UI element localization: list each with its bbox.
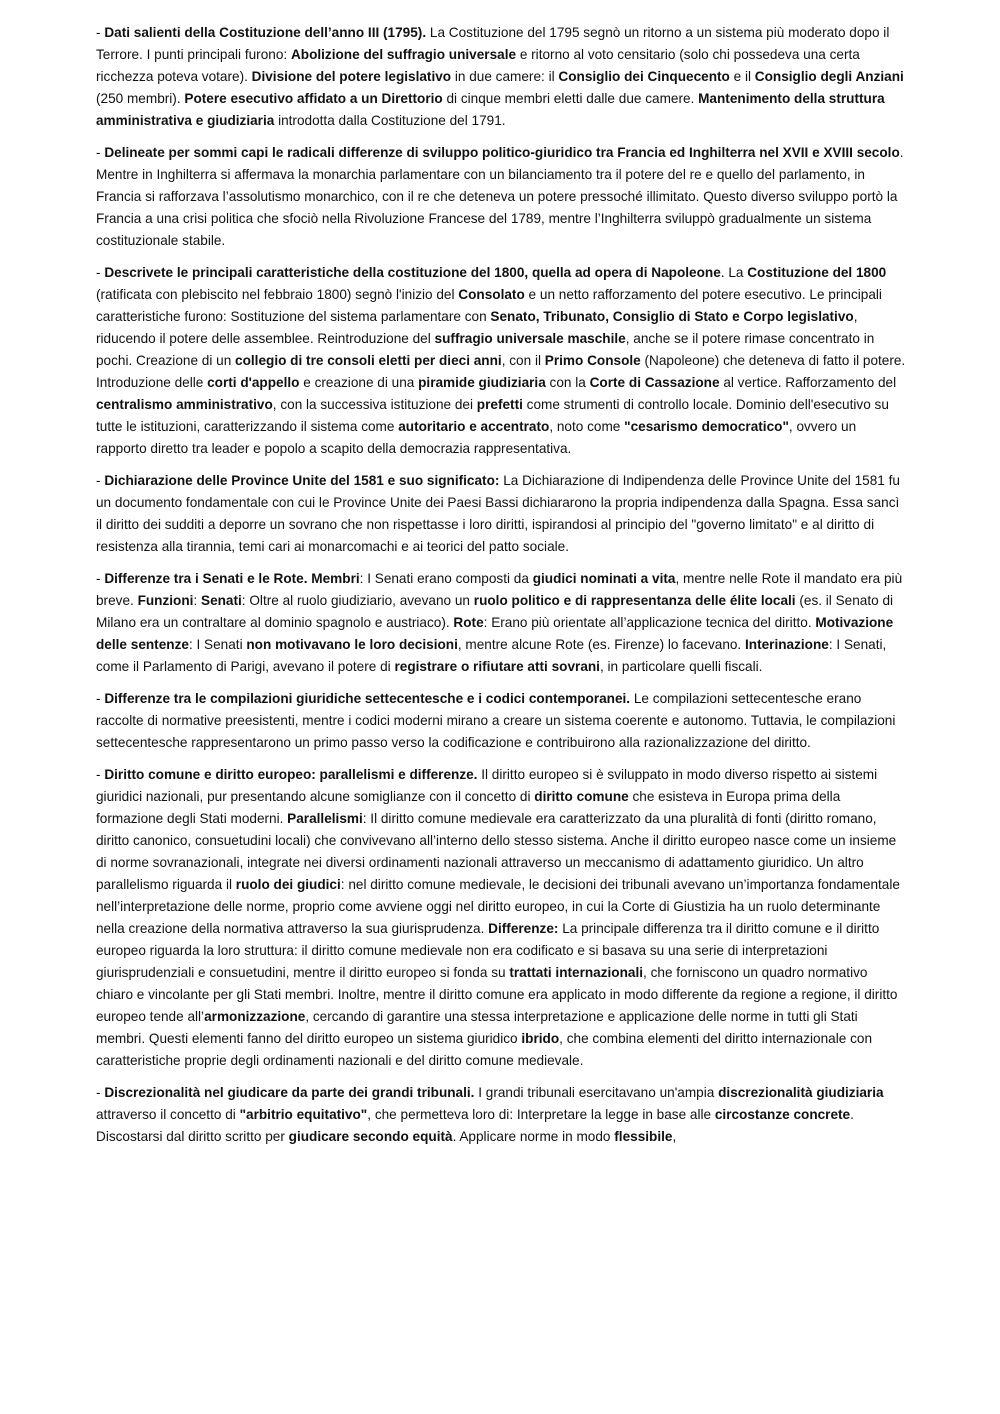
text-run: -: [96, 145, 105, 160]
text-run: (es. il Senato di Milano era un contraltare al dominio spagnolo e austriaco).: [96, 593, 894, 630]
text-run: -: [96, 25, 105, 40]
paragraph: [96, 1082, 906, 1148]
bold-text: giudici nominati a vita: [532, 571, 676, 586]
text-run: , che forniscono un quadro normativo chiaro e vincolante per gli Stati membri. Inoltre, mentre il diritto comune era applicato in modo differente da regione a regione, il diritto europeo tende all’: [96, 965, 898, 1024]
text-run: come strumenti di controllo locale. Dominio dell'esecutivo su tutte le istituzioni, caratterizzando il sistema come: [96, 397, 889, 434]
bold-text: Primo Console: [544, 353, 641, 368]
paragraph: [96, 142, 906, 252]
text-run: -: [96, 691, 105, 706]
text-run: con la: [545, 375, 590, 390]
text-run: , con il: [501, 353, 545, 368]
paragraph: [96, 764, 906, 1072]
text-run: al vertice. Rafforzamento del: [719, 375, 897, 390]
text-run: I grandi tribunali esercitavano un'ampia: [474, 1085, 719, 1100]
text-run: : I Senati: [188, 637, 247, 652]
text-run: , che permetteva loro di: Interpretare la legge in base alle: [367, 1107, 715, 1122]
document-body: [96, 22, 906, 1148]
bold-text: armonizzazione: [204, 1009, 306, 1024]
bold-text: Consiglio degli Anziani: [754, 69, 904, 84]
bold-text: Consolato: [458, 287, 525, 302]
bold-text: Differenze tra i Senati e le Rote. Membri: [104, 571, 360, 586]
text-run: La Dichiarazione di Indipendenza delle Province Unite del 1581 fu un documento fondamentale con cui le Province Unite dei Paesi Bassi dichiararono la propria indipendenza dalla Spagna. Essa sancì il diritto dei sudditi a deporre un sovrano che non rispettasse i loro diritti, ispirandosi al principio del "governo limitato" e al diritto di resistenza alla tirannia, temi cari ai monarcomachi e ai teorici del patto sociale.: [96, 473, 900, 554]
text-run: , cercando di garantire una stessa interpretazione e applicazione delle norme in tutti gli Stati membri. Questi elementi fanno del diritto europeo un sistema giuridico: [96, 1009, 858, 1046]
bold-text: ruolo politico e di rappresentanza delle élite locali: [473, 593, 796, 608]
text-run: -: [96, 571, 105, 586]
bold-text: Diritto comune e diritto europeo: parallelismi e differenze.: [104, 767, 478, 782]
text-run: -: [96, 767, 105, 782]
text-run: , che combina elementi del diritto internazionale con caratteristiche proprie degli ordinamenti nazionali e del diritto comune medievale.: [96, 1031, 873, 1068]
text-run: , noto come: [549, 419, 625, 434]
bold-text: "cesarismo democratico": [624, 419, 789, 434]
text-run: (Napoleone) che deteneva di fatto il potere. Introduzione delle: [96, 353, 906, 390]
bold-text: diritto comune: [534, 789, 629, 804]
text-run: . Applicare norme in modo: [452, 1129, 615, 1144]
text-run: che esisteva in Europa prima della formazione degli Stati moderni.: [96, 789, 841, 826]
text-run: e ritorno al voto censitario (solo chi possedeva una certa ricchezza poteva votare).: [96, 47, 860, 84]
bold-text: Rote: [453, 615, 484, 630]
text-run: in due camere: il: [451, 69, 559, 84]
text-run: La principale differenza tra il diritto comune e il diritto europeo riguarda la loro struttura: il diritto comune medievale non era codificato e si basava su una serie di interpretazioni giurisprudenziali e consuetudini, mentre il diritto europeo si fonda su: [96, 921, 880, 980]
text-run: . Discostarsi dal diritto scritto per: [96, 1107, 854, 1144]
text-run: e il: [729, 69, 755, 84]
bold-text: Potere esecutivo affidato a un Direttorio: [184, 91, 443, 106]
bold-text: prefetti: [476, 397, 523, 412]
bold-text: Differenze tra le compilazioni giuridiche settecentesche e i codici contemporanei.: [104, 691, 631, 706]
text-run: , in particolare quelli fiscali.: [599, 659, 763, 674]
text-run: : Il diritto comune medievale era caratterizzato da una pluralità di fonti (diritto romano, diritto canonico, consuetudini locali) che convivevano all’interno dello stesso sistema. Anche il diritto europeo nasce come un insieme di norme sovranazionali, integrate nei diversi ordinamenti nazionali attraverso un meccanismo di adattamento giuridico. Un altro parallelismo riguarda il: [96, 811, 897, 892]
bold-text: corti d'appello: [207, 375, 300, 390]
text-run: . La: [720, 265, 748, 280]
text-run: attraverso il concetto di: [96, 1107, 240, 1122]
bold-text: discrezionalità giudiziaria: [718, 1085, 884, 1100]
text-run: (ratificata con plebiscito nel febbraio 1800) segnò l'inizio del: [96, 287, 459, 302]
bold-text: Abolizione del suffragio universale: [290, 47, 517, 62]
bold-text: Parallelismi: [287, 811, 363, 826]
bold-text: Funzioni: [137, 593, 194, 608]
paragraph: [96, 688, 906, 754]
text-run: , mentre alcune Rote (es. Firenze) lo facevano.: [457, 637, 745, 652]
bold-text: flessibile: [614, 1129, 673, 1144]
bold-text: Senati: [201, 593, 242, 608]
bold-text: Descrivete le principali caratteristiche della costituzione del 1800, quella ad opera di Napoleone: [104, 265, 721, 280]
text-run: , con la successiva istituzione dei: [272, 397, 477, 412]
text-run: Il diritto europeo si è sviluppato in modo diverso rispetto ai sistemi giuridici nazionali, pur presentando alcune somiglianze con il concetto di: [96, 767, 878, 804]
bold-text: Consiglio dei Cinquecento: [558, 69, 730, 84]
bold-text: centralismo amministrativo: [96, 397, 273, 412]
bold-text: autoritario e accentrato: [398, 419, 550, 434]
bold-text: Mantenimento della struttura amministrativa e giudiziaria: [96, 91, 885, 128]
bold-text: Discrezionalità nel giudicare da parte dei grandi tribunali.: [104, 1085, 475, 1100]
text-run: , ovvero un rapporto diretto tra leader e popolo a scapito della democrazia rappresentativa.: [96, 419, 857, 456]
bold-text: piramide giudiziaria: [418, 375, 546, 390]
text-run: , riducendo il potere delle assemblee. Reintroduzione del: [96, 309, 858, 346]
bold-text: Dichiarazione delle Province Unite del 1581 e suo significato:: [104, 473, 500, 488]
text-run: : nel diritto comune medievale, le decisioni dei tribunali avevano un’importanza fondamentale nell’interpretazione delle norme, proprio come avviene oggi nel diritto europeo, in cui la Corte di Giustizia ha un ruolo determinante nella creazione della normativa attraverso la sua giurisprudenza.: [96, 877, 900, 936]
text-run: , anche se il potere rimase concentrato in pochi. Creazione di un: [96, 331, 875, 368]
text-run: (250 membri).: [96, 91, 185, 106]
paragraph: [96, 22, 906, 132]
bold-text: trattati internazionali: [509, 965, 644, 980]
bold-text: circostanze concrete: [714, 1107, 851, 1122]
bold-text: Divisione del potere legislativo: [251, 69, 452, 84]
bold-text: Interinazione: [745, 637, 829, 652]
text-run: di cinque membri eletti dalle due camere.: [442, 91, 699, 106]
text-run: ,: [672, 1129, 677, 1144]
text-run: -: [96, 265, 105, 280]
text-run: : Erano più orientate all’applicazione tecnica del diritto.: [483, 615, 816, 630]
text-run: : I Senati erano composti da: [359, 571, 533, 586]
text-run: e creazione di una: [299, 375, 419, 390]
text-run: -: [96, 473, 105, 488]
paragraph: [96, 568, 906, 678]
bold-text: Delineate per sommi capi le radicali differenze di sviluppo politico-giuridico tra Francia ed Inghilterra nel XVII e XVIII secolo: [104, 145, 900, 160]
paragraph: [96, 262, 906, 460]
bold-text: suffragio universale maschile: [434, 331, 626, 346]
bold-text: Dati salienti della Costituzione dell’anno III (1795).: [104, 25, 427, 40]
text-run: , mentre nelle Rote il mandato era più breve.: [96, 571, 903, 608]
text-run: : Oltre al ruolo giudiziario, avevano un: [241, 593, 474, 608]
text-run: : I Senati, come il Parlamento di Parigi, avevano il potere di: [96, 637, 887, 674]
bold-text: Motivazione delle sentenze: [96, 615, 894, 652]
bold-text: "arbitrio equitativo": [239, 1107, 368, 1122]
bold-text: giudicare secondo equità: [288, 1129, 453, 1144]
text-run: introdotta dalla Costituzione del 1791.: [274, 113, 506, 128]
bold-text: collegio di tre consoli eletti per dieci anni: [235, 353, 502, 368]
bold-text: Corte di Cassazione: [589, 375, 720, 390]
text-run: La Costituzione del 1795 segnò un ritorno a un sistema più moderato dopo il Terrore. I punti principali furono:: [96, 25, 890, 62]
text-run: -: [96, 1085, 105, 1100]
bold-text: non motivavano le loro decisioni: [246, 637, 458, 652]
bold-text: Senato, Tribunato, Consiglio di Stato e Corpo legislativo: [490, 309, 854, 324]
paragraph: [96, 470, 906, 558]
bold-text: registrare o rifiutare atti sovrani: [394, 659, 600, 674]
text-run: :: [193, 593, 201, 608]
bold-text: ruolo dei giudici: [235, 877, 341, 892]
bold-text: ibrido: [521, 1031, 560, 1046]
text-run: Le compilazioni settecentesche erano raccolte di normative preesistenti, mentre i codici moderni mirano a creare un sistema coerente e autonomo. Tuttavia, le compilazioni settecentesche rappresentarono un primo passo verso la codificazione e contribuirono alla razionalizzazione del diritto.: [96, 691, 896, 750]
bold-text: Costituzione del 1800: [747, 265, 887, 280]
bold-text: Differenze:: [488, 921, 559, 936]
text-run: . Mentre in Inghilterra si affermava la monarchia parlamentare con un bilanciamento tra il potere del re e quello del parlamento, in Francia si rafforzava l’assolutismo monarchico, con il re che deteneva un potere pressoché illimitato. Questo diverso sviluppo portò la Francia a una crisi politica che sfociò nella Rivoluzione Francese del 1789, mentre l’Inghilterra sviluppò gradualmente un sistema costituzionale stabile.: [96, 145, 904, 248]
text-run: e un netto rafforzamento del potere esecutivo. Le principali caratteristiche furono: Sostituzione del sistema parlamentare con: [96, 287, 882, 324]
